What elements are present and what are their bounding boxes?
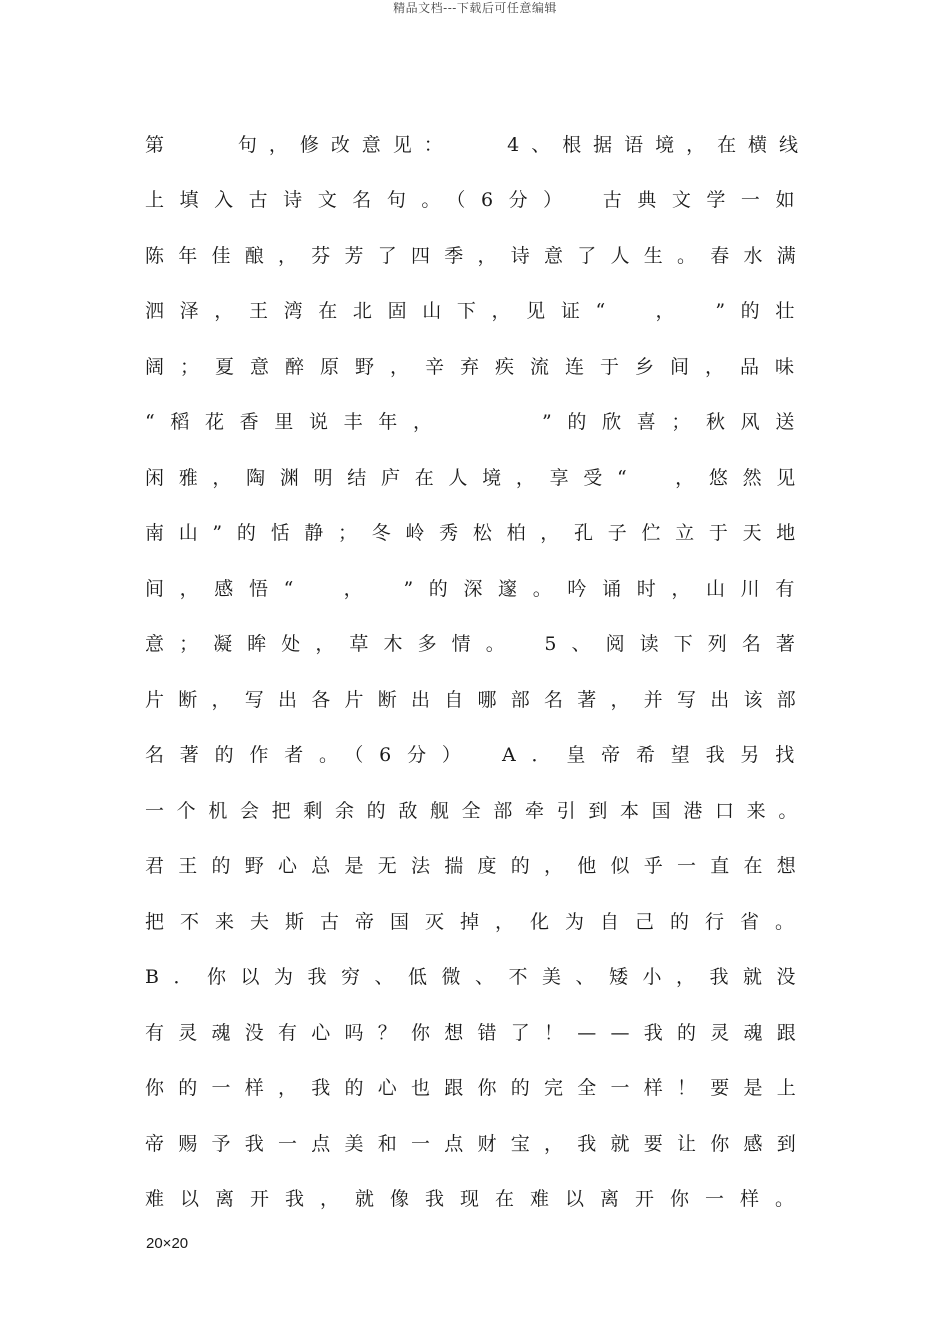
text-line: 名著的作者。（6分） A．皇帝希望我另找	[145, 744, 810, 766]
text-line: 君王的野心总是无法揣度的，他似乎一直在想	[145, 855, 810, 877]
text-line: B．你以为我穷、低微、不美、矮小，我就没	[145, 966, 810, 988]
text-line: 把不来夫斯古帝国灭掉，化为自己的行省。	[145, 911, 810, 933]
text-line: 泗泽，王湾在北固山下，见证“ ， ”的壮	[145, 300, 810, 322]
text-line: 阔；夏意醉原野，辛弃疾流连于乡间，品味	[145, 356, 810, 378]
text-line: 南山”的恬静；冬岭秀松柏，孔子伫立于天地	[145, 522, 810, 544]
grid-size-label: 20×20	[146, 1235, 189, 1252]
text-line: 意；凝眸处，草木多情。 5、阅读下列名著	[145, 633, 810, 655]
text-line: “稻花香里说丰年， ”的欣喜；秋风送	[145, 411, 810, 433]
text-line: 有灵魂没有心吗？你想错了！——我的灵魂跟	[145, 1022, 810, 1044]
text-line: 你的一样，我的心也跟你的完全一样！要是上	[145, 1077, 810, 1099]
page-header: 精品文档---下载后可任意编辑	[393, 1, 557, 15]
text-line: 第 句，修改意见： 4、根据语境，在横线	[145, 134, 810, 156]
text-line: 间，感悟“ ， ”的深邃。吟诵时，山川有	[145, 578, 810, 600]
text-line: 帝赐予我一点美和一点财宝，我就要让你感到	[145, 1133, 810, 1155]
text-line: 一个机会把剩余的敌舰全部牵引到本国港口来。	[145, 800, 810, 822]
text-line: 陈年佳酿，芬芳了四季，诗意了人生。春水满	[145, 245, 810, 267]
text-line: 上填入古诗文名句。（6分） 古典文学一如	[145, 189, 810, 211]
text-line: 闲雅，陶渊明结庐在人境，享受“ ，悠然见	[145, 467, 810, 489]
text-line: 难以离开我，就像我现在难以离开你一样。	[145, 1188, 810, 1210]
text-line: 片断，写出各片断出自哪部名著，并写出该部	[145, 689, 810, 711]
